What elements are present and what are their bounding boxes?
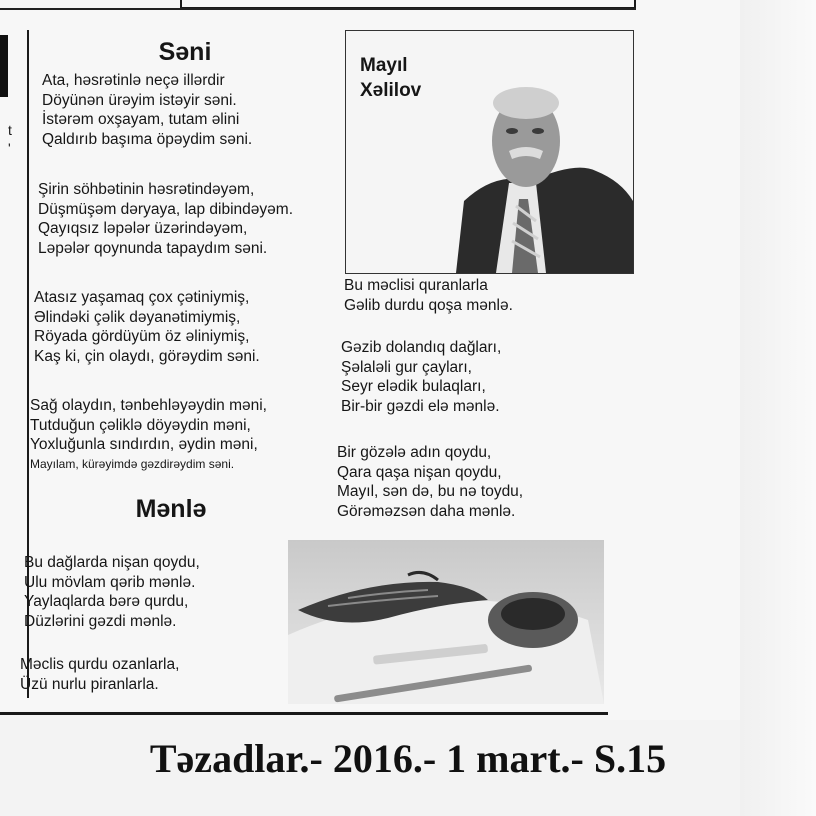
author-portrait [345, 30, 634, 274]
poem-line: Yaylaqlarda bərə qurdu, [24, 593, 189, 610]
poem-stanza [38, 180, 293, 258]
feather-pen-photo [288, 540, 604, 704]
poem-line: Ləpələr qoynunda tapaydım səni. [38, 239, 268, 257]
poem-stanza [34, 288, 260, 366]
poem-line: Şəlaləli gur çayları, [341, 358, 472, 376]
poem-line: Bir gözələ adın qoydu, [337, 444, 492, 461]
poem-line: Kaş ki, çin olaydı, görəydim səni. [34, 347, 260, 365]
author-first-name: Mayıl [360, 55, 408, 76]
author-last-name: Xəlilov [360, 80, 422, 101]
poem-line: Məclis qurdu ozanlarla, [20, 656, 180, 673]
poem-line: Yoxluğunla sındırdın, əydin məni, [30, 436, 258, 453]
feather-pen-illustration [288, 540, 604, 704]
poem-line: Gəlib durdu qoşa mənlə. [344, 296, 513, 314]
poem-line: Tutduğun çəliklə döyəydin məni, [30, 416, 251, 434]
poem-title-menle: Mənlə [135, 495, 207, 523]
poem-line: Mayıl, sən də, bu nə toydu, [337, 483, 524, 500]
poem-line: Görəməzsən daha mənlə. [337, 502, 516, 520]
poem-line: Qayıqsız ləpələr üzərindəyəm, [38, 220, 248, 237]
bottom-rule [0, 712, 608, 715]
poem-title-seni: Səni [158, 38, 212, 66]
poem-line: Sağ olaydın, tənbehləyəydin məni, [30, 397, 267, 414]
poem-line: Şirin söhbətinin həsrətindəyəm, [38, 181, 255, 198]
poem-stanza [42, 71, 252, 149]
poem-line: Ata, həsrətinlə neçə illərdir [42, 72, 225, 89]
left-fragment: t [8, 122, 12, 138]
left-fragment: ' [8, 140, 11, 156]
poem-line: Döyünən ürəyim istəyir səni. [42, 91, 237, 109]
poem-stanza [337, 443, 523, 521]
top-rule [0, 8, 636, 10]
source-caption: Təzadlar.- 2016.- 1 mart.- S.15 [149, 736, 667, 781]
poem-stanza [341, 338, 501, 416]
poem-line: Qara qaşa nişan qoydu, [337, 463, 502, 481]
poem-line: Mayılam, kürəyimdə gəzdirəydim səni. [30, 456, 235, 471]
poem-line: Röyada gördüyüm öz əliniymiş, [34, 328, 250, 345]
poem-line: Ulu mövlam qərib mənlə. [24, 573, 196, 591]
poem-line: Bu məclisi quranlarla [344, 277, 488, 294]
poem-line: Seyr elədik bulaqları, [341, 378, 486, 395]
poem-line: Düzlərini gəzdi mənlə. [24, 612, 177, 630]
poem-line: İstərəm oxşayam, tutam əlini [42, 111, 240, 128]
scan-background [740, 0, 816, 816]
poem-line: Qaldırıb başıma öpəydim səni. [42, 130, 253, 148]
poem-line: Atasız yaşamaq çox çətiniymiş, [34, 289, 250, 306]
poem-stanza [24, 553, 200, 631]
poem-line: Əlindəki çəlik dəyanətimiymiş, [34, 308, 241, 326]
poem-stanza [30, 396, 267, 474]
poem-stanza [20, 655, 179, 694]
poem-line: Düşmüşəm dəryaya, lap dibindəyəm. [38, 200, 294, 218]
poem-line: Bu dağlarda nişan qoydu, [24, 554, 200, 571]
poem-line: Gəzib dolandıq dağları, [341, 339, 502, 356]
poem-line: Bir-bir gəzdi elə mənlə. [341, 397, 500, 415]
left-edge-bar [0, 35, 8, 97]
poem-line: Üzü nurlu piranlarla. [20, 675, 159, 693]
portrait-illustration [346, 31, 633, 273]
poem-stanza [344, 276, 513, 315]
